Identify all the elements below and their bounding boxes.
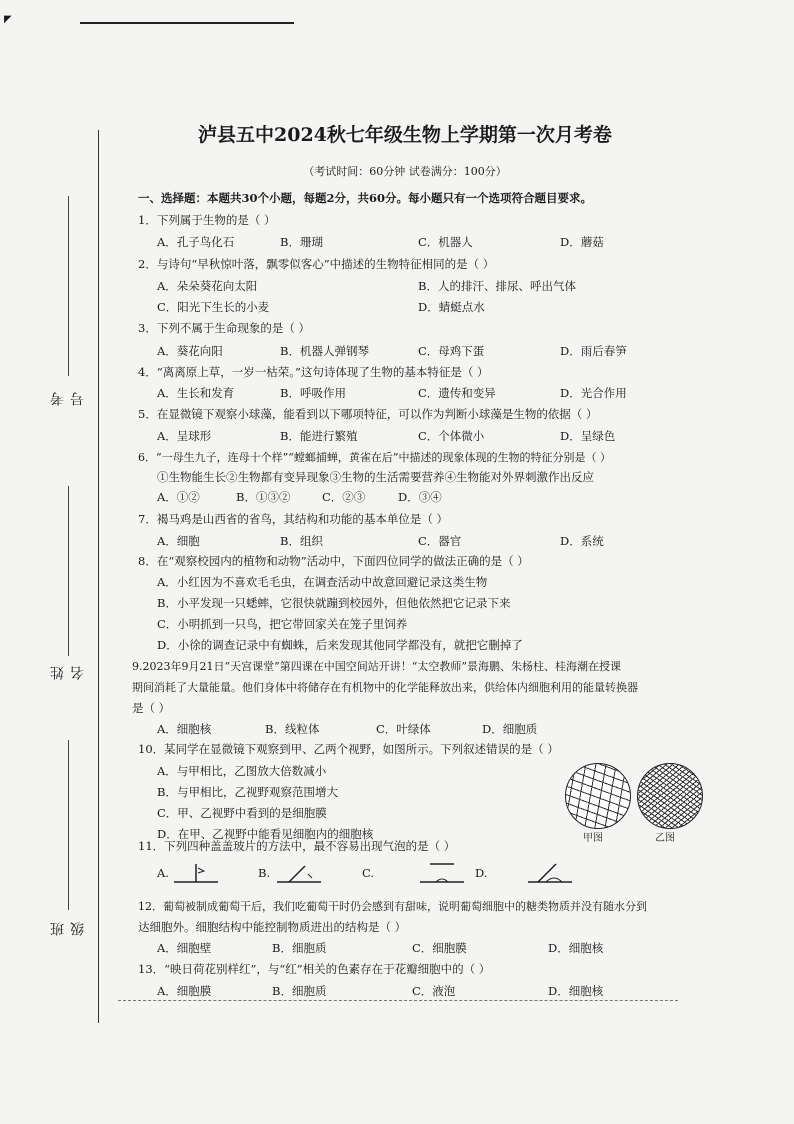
option-c: C．遗传和变异	[418, 386, 496, 400]
question-stem: 4．“离离原上草，一岁一枯荣。”这句诗体现了生物的基本特征是（ ）	[138, 365, 489, 379]
option-c: C．②③	[322, 490, 366, 504]
option-d: D．系统	[560, 534, 604, 548]
option-c: C．母鸡下蛋	[418, 344, 485, 358]
question-stem: 3．下列不属于生命现象的是（ ）	[138, 321, 310, 335]
option-a: A．葵花向阳	[157, 344, 223, 358]
option-d: D．蘑菇	[560, 235, 604, 249]
option-a: A．小红因为不喜欢毛毛虫，在调查活动中故意回避记录这类生物	[157, 575, 488, 589]
option-d: D．细胞核	[548, 984, 604, 998]
option-a: A．呈球形	[157, 429, 212, 443]
option-c: C．机器人	[418, 235, 473, 249]
option-d: D．细胞质	[482, 722, 538, 736]
option-b: B．小平发现一只蟋蟀，它很快就蹦到校园外，但他依然把它记录下来	[157, 596, 511, 610]
exam-no-line	[68, 196, 69, 376]
option-c: C．个体微小	[418, 429, 485, 443]
question-stem: 8．在“观察校园内的植物和动物”活动中，下面四位同学的做法正确的是（ ）	[138, 554, 529, 568]
question-stem: 13．“映日荷花别样红”，与“红”相关的色素存在于花瓣细胞中的（ ）	[138, 962, 491, 976]
question-stem: 5．在显微镜下观察小球藻，能看到以下哪项特征，可以作为判断小球藻是生物的依据（ ）	[138, 407, 598, 421]
option-d: D．小徐的调查记录中有蜘蛛，后来发现其他同学都没有，就把它删掉了	[157, 638, 523, 652]
coverslip-method-d-icon	[526, 860, 574, 886]
coverslip-method-b-icon	[275, 860, 323, 886]
question-stem: 6．“一母生九子，连母十个样”“螳螂捕蝉，黄雀在后”中描述的现象体现的生物的特征分别是（ ）	[138, 451, 611, 464]
question-stem-continued: 达细胞外。细胞结构中能控制物质进出的结构是（ ）	[138, 920, 407, 934]
coverslip-method-c-icon	[418, 860, 466, 886]
class-line	[68, 740, 69, 910]
option-b: B．机器人弹钢琴	[280, 344, 369, 358]
option-a: A．①②	[157, 490, 200, 504]
class-label: 班级	[50, 922, 86, 936]
option-c: C．甲、乙视野中看到的是细胞膜	[157, 806, 327, 820]
option-c: C．液泡	[412, 984, 456, 998]
figure-label-a: 甲图	[583, 833, 603, 844]
corner-mark-icon: ◤	[4, 14, 12, 25]
option-a: A．与甲相比，乙图放大倍数减小	[157, 764, 327, 778]
option-d: D．在甲、乙视野中能看见细胞内的细胞核	[157, 827, 374, 841]
option-d: D．光合作用	[560, 386, 627, 400]
option-b: B．细胞质	[272, 941, 327, 955]
name-label: 姓名	[50, 666, 86, 680]
page-title: 泸县五中2024秋七年级生物上学期第一次月考卷	[198, 124, 612, 146]
question-stem-continued: 期间消耗了大量能量。他们身体中将储存在有机物中的化学能释放出来，供给体内细胞利用的能量转换器	[132, 681, 638, 694]
top-rule	[80, 22, 294, 24]
question-stem: 12．葡萄被制成葡萄干后，我们吃葡萄干时仍会感到有甜味，说明葡萄细胞中的糖类物质并没有随水分到	[138, 900, 647, 913]
option-d: D．雨后春笋	[560, 344, 627, 358]
coverslip-method-a-icon	[172, 860, 220, 886]
question-stem-continued: 是（ ）	[132, 701, 171, 715]
option-c: C．细胞膜	[412, 941, 467, 955]
option-c: C．叶绿体	[376, 722, 431, 736]
option-a: A．孔子鸟化石	[157, 235, 235, 249]
option-a: A．细胞膜	[157, 984, 212, 998]
question-statements: ①生物能生长②生物都有变异现象③生物的生活需要营养④生物能对外界刺激作出反应	[157, 470, 594, 484]
option-a: A．细胞核	[157, 722, 212, 736]
option-a: A．细胞	[157, 534, 200, 548]
binding-line	[98, 130, 99, 1023]
option-c: C．阳光下生长的小麦	[157, 300, 270, 314]
microscope-view-b-image	[637, 763, 703, 829]
fold-line	[118, 1000, 678, 1001]
option-b: B．能进行繁殖	[280, 429, 358, 443]
section-heading: 一、选择题：本题共30个小题，每题2分，共60分。每小题只有一个选项符合题目要求。	[138, 191, 593, 205]
question-stem: 11．下列四种盖盖玻片的方法中，最不容易出现气泡的是（ ）	[138, 839, 456, 853]
exam-no-label: 考号	[50, 392, 86, 406]
option-b: B．人的排汗、排尿、呼出气体	[418, 279, 576, 293]
option-d: D．蜻蜓点水	[418, 300, 485, 314]
option-c: C．器官	[418, 534, 462, 548]
option-d: D．呈绿色	[560, 429, 616, 443]
option-b: B．线粒体	[265, 722, 320, 736]
microscope-view-a-image	[565, 763, 631, 829]
question-stem: 7．褐马鸡是山西省的省鸟，其结构和功能的基本单位是（ ）	[138, 512, 448, 526]
question-stem: 9.2023年9月21日“天宫课堂”第四课在中国空间站开讲！“太空教师”景海鹏、朱杨柱、桂海潮在授课	[132, 660, 621, 673]
question-stem: 10．某同学在显微镜下观察到甲、乙两个视野，如图所示。下列叙述错误的是（ ）	[138, 742, 559, 756]
option-b: B．①③②	[236, 490, 291, 504]
name-line	[68, 486, 69, 656]
question-stem: 1．下列属于生物的是（ ）	[138, 213, 276, 227]
option-b: B．细胞质	[272, 984, 327, 998]
option-c: C.	[362, 866, 375, 880]
option-d: D．③④	[398, 490, 442, 504]
figure-label-b: 乙图	[655, 833, 675, 844]
option-a: A．朵朵葵花向太阳	[157, 279, 258, 293]
option-b: B．组织	[280, 534, 323, 548]
option-d: D．细胞核	[548, 941, 604, 955]
option-a: A．生长和发育	[157, 386, 235, 400]
option-d: D.	[475, 866, 488, 880]
option-b: B．珊瑚	[280, 235, 323, 249]
option-a: A．细胞壁	[157, 941, 212, 955]
option-b: B．呼吸作用	[280, 386, 346, 400]
question-stem: 2．与诗句“早秋惊叶落，飘零似客心”中描述的生物特征相同的是（ ）	[138, 257, 495, 271]
option-a: A.	[157, 866, 169, 880]
option-b: B．与甲相比，乙视野观察范围增大	[157, 785, 338, 799]
option-b: B.	[258, 866, 271, 880]
page-subtitle: （考试时间：60分钟 试卷满分：100分）	[303, 165, 507, 178]
option-c: C．小明抓到一只鸟，把它带回家关在笼子里饲养	[157, 617, 408, 631]
